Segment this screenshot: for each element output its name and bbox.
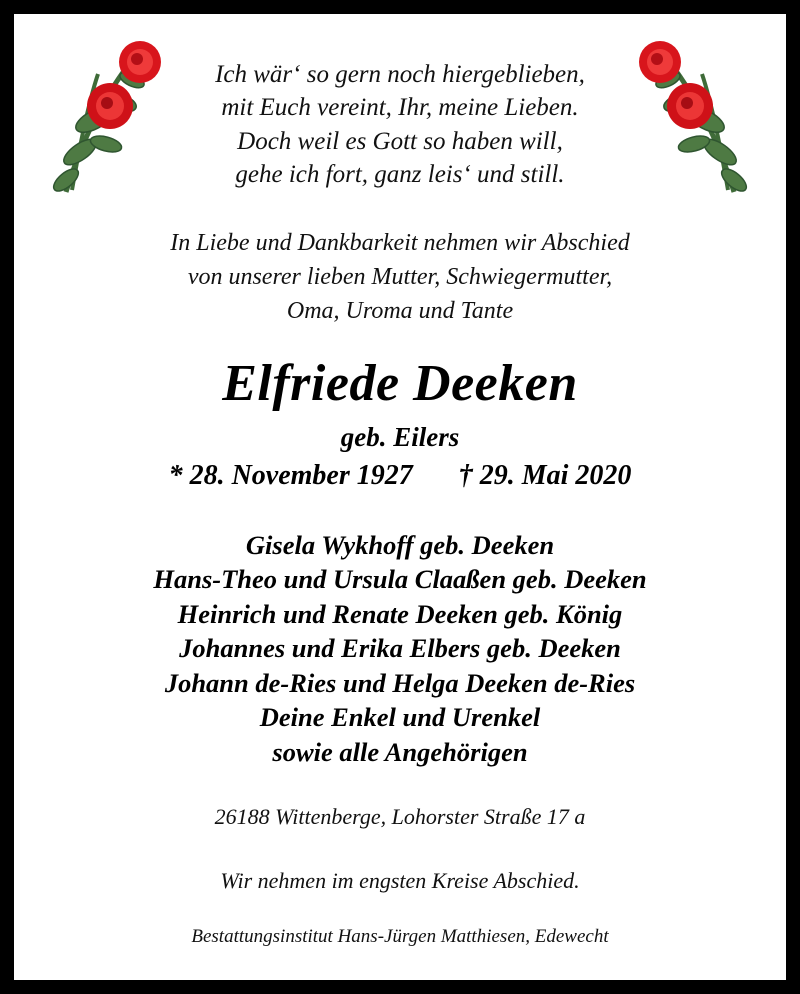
ceremony-note: Wir nehmen im engsten Kreise Abschied. — [220, 868, 580, 893]
obituary-inner — [14, 14, 786, 980]
list-item: Heinrich und Renate Deeken geb. König — [177, 598, 623, 629]
poem-line: Doch weil es Gott so haben will, — [237, 127, 563, 155]
funeral-home-line: Bestattungsinstitut Hans-Jürgen Matthiesen, Edewecht — [191, 926, 609, 947]
poem-block — [14, 58, 786, 191]
list-item: Hans-Theo und Ursula Claaßen geb. Deeken — [153, 564, 647, 595]
poem-line: Ich wär‘ so gern noch hiergeblieben, — [215, 61, 585, 88]
deceased-maiden-name: geb. Eilers — [340, 422, 460, 452]
birth-date: * 28. November 1927 — [168, 460, 413, 491]
list-item: Johann de-Ries und Helga Deeken de-Ries — [164, 667, 636, 698]
death-date: † 29. Mai 2020 — [458, 460, 632, 491]
intro-line: Oma, Uroma und Tante — [286, 298, 514, 325]
list-item: sowie alle Angehörigen — [272, 736, 528, 767]
poem-line: mit Euch vereint, Ihr, meine Lieben. — [221, 94, 579, 122]
list-item: Gisela Wykhoff geb. Deeken — [245, 530, 555, 560]
intro-block — [14, 226, 786, 328]
address-line: 26188 Wittenberge, Lohorster Straße 17 a — [214, 804, 586, 829]
poem-line: gehe ich fort, ganz leis‘ und still. — [235, 160, 565, 188]
list-item: Deine Enkel und Urenkel — [259, 702, 541, 733]
mourners-list — [14, 528, 786, 769]
intro-line: In Liebe und Dankbarkeit nehmen wir Abschied — [170, 230, 630, 256]
deceased-name: Elfriede Deeken — [222, 355, 578, 412]
deceased-dates — [14, 460, 786, 492]
intro-line: von unserer lieben Mutter, Schwiegermutter, — [187, 264, 613, 291]
list-item: Johannes und Erika Elbers geb. Deeken — [179, 633, 621, 664]
